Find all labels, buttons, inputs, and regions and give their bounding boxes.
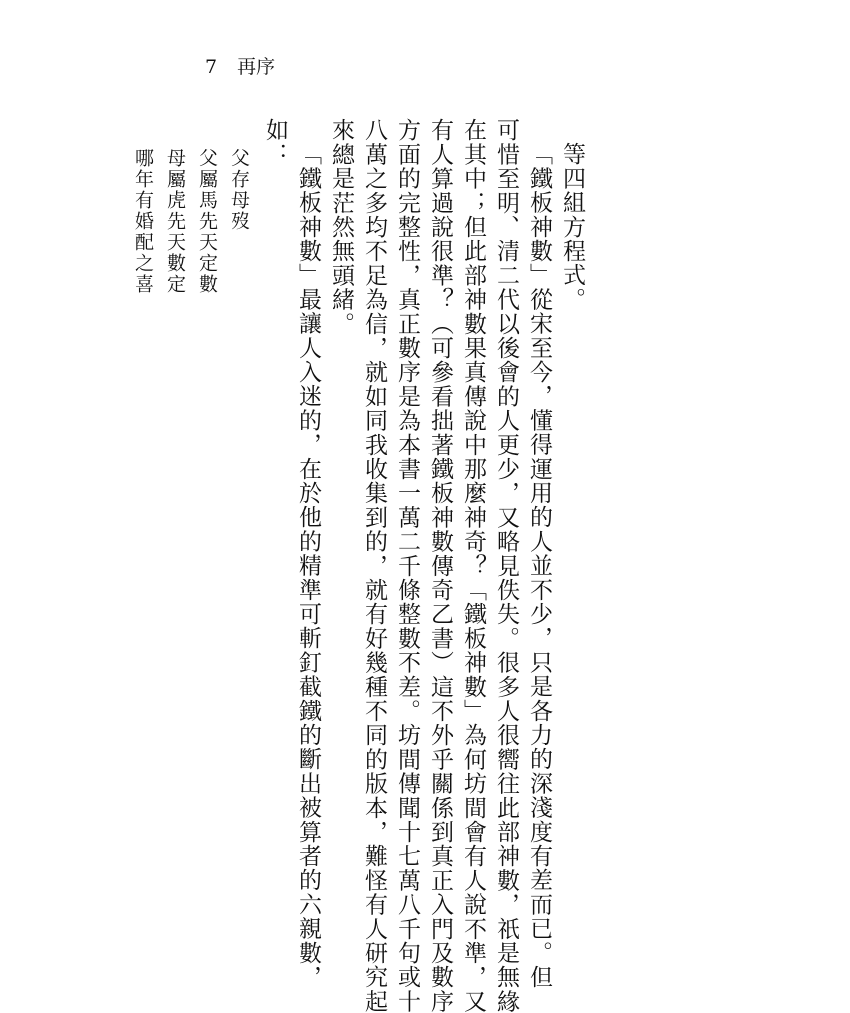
body-line: 如： bbox=[262, 118, 288, 167]
verse-line: 哪年有婚配之喜 bbox=[132, 148, 154, 295]
body-line: 方面的完整性，真正數序是為本書一萬二千條整數不差。坊間傳聞十七萬八千句或十 bbox=[394, 118, 420, 1013]
verse-list bbox=[127, 148, 255, 388]
verse-line: 父存母歿 bbox=[228, 148, 250, 232]
body-line: 等四組方程式。 bbox=[559, 142, 585, 312]
body-line: 有人算過說很準？（可參看拙著鐵板神數傳奇乙書）這不外乎關係到真正入門及數序 bbox=[427, 118, 453, 1013]
body-line: 八萬之多均不足為信，就如同我收集到的，就有好幾種不同的版本，難怪有人研究起 bbox=[361, 118, 387, 1013]
body-line: 來總是茫然無頭緒。 bbox=[328, 118, 354, 336]
page-number: 7 bbox=[205, 56, 218, 78]
verse-line: 父屬馬先天定數 bbox=[196, 148, 218, 295]
page-header bbox=[205, 58, 275, 77]
body-line: 「鐵板神數」從宋至今，懂得運用的人並不少，只是各力的深淺度有差而已。但 bbox=[526, 142, 552, 989]
body-line: 在其中；但此部神數果真傳說中那麼神奇？「鐵板神數」為何坊間會有人說不準，又 bbox=[460, 118, 486, 1013]
body-line: 可惜至明、清二代以後會的人更少，又略見佚失。很多人很嚮往此部神數，祇是無緣 bbox=[493, 118, 519, 1013]
body-text bbox=[258, 118, 588, 1013]
body-line: 「鐵板神數」最讓人入迷的，在於他的精準可斬釘截鐵的斷出被算者的六親數， bbox=[295, 142, 321, 989]
verse-line: 母屬虎先天數定 bbox=[164, 148, 186, 295]
section-title: 再序 bbox=[237, 56, 276, 78]
